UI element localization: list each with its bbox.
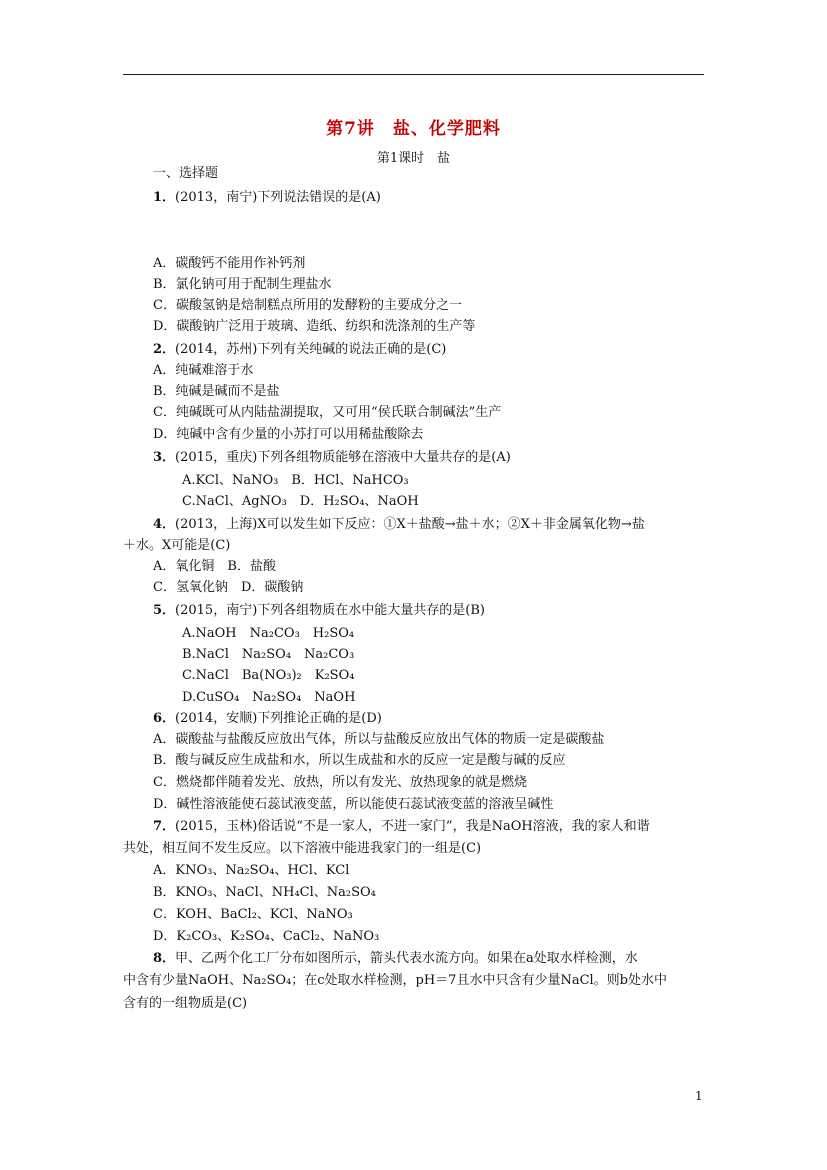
option: B.NaCl Na₂SO₄ Na₂CO₃	[182, 647, 355, 662]
question-stem: 甲、乙两个化工厂分布如图所示，箭头代表水流方向。如果在a处取水样检测，水	[175, 951, 638, 966]
page-number: 1	[695, 1089, 703, 1103]
option: D．K₂CO₃、K₂SO₄、CaCl₂、NaNO₃	[153, 929, 380, 944]
question-stem-continued: 共处，相互间不发生反应。以下溶液中能进我家门的一组是(C)	[123, 841, 482, 856]
question-number: 1．	[153, 190, 176, 205]
option: D．碳酸钠广泛用于玻璃、造纸、纺织和洗涤剂的生产等	[153, 319, 476, 334]
option: A．KNO₃、Na₂SO₄、HCl、KCl	[153, 863, 350, 878]
question-stem: (2013，南宁)下列说法错误的是(A)	[175, 190, 381, 205]
question-7	[153, 819, 650, 835]
option: A．纯碱难溶于水	[153, 363, 254, 378]
option: A．氧化铜 B．盐酸	[153, 559, 276, 574]
question-stem: (2015，玉林)俗话说“不是一家人，不进一家门”，我是NaOH溶液，我的家人和谐	[175, 819, 650, 834]
question-stem: (2015，南宁)下列各组物质在水中能大量共存的是(B)	[175, 603, 485, 618]
option: C．氢氧化钠 D．碳酸钠	[153, 580, 304, 595]
question-stem-continued: 含有的一组物质是(C)	[123, 996, 248, 1011]
option: C．KOH、BaCl₂、KCl、NaNO₃	[153, 907, 353, 922]
page-subtitle: 第1课时 盐	[376, 151, 451, 166]
option: D．纯碱中含有少量的小苏打可以用稀盐酸除去	[153, 427, 424, 442]
question-number: 6．	[153, 711, 176, 726]
option: A．碳酸盐与盐酸反应放出气体，所以与盐酸反应放出气体的物质一定是碳酸盐	[153, 732, 605, 747]
question-stem: (2014，苏州)下列有关纯碱的说法正确的是(C)	[175, 342, 447, 357]
option: C．纯碱既可从内陆盐湖提取，又可用“侯氏联合制碱法”生产	[153, 405, 502, 420]
question-number: 7．	[153, 819, 176, 834]
question-number: 4．	[153, 517, 176, 532]
question-number: 8．	[153, 951, 176, 966]
question-8	[153, 951, 638, 967]
option: B．纯碱是碱而不是盐	[153, 384, 280, 399]
option: A．碳酸钙不能用作补钙剂	[153, 256, 306, 271]
header-rule	[123, 74, 704, 75]
question-number: 3．	[153, 450, 176, 465]
question-stem: (2015，重庆)下列各组物质能够在溶液中大量共存的是(A)	[175, 450, 511, 465]
question-5	[153, 603, 485, 619]
option: D.CuSO₄ Na₂SO₄ NaOH	[182, 690, 356, 705]
question-number: 5．	[153, 603, 176, 618]
option: C.NaCl Ba(NO₃)₂ K₂SO₄	[182, 668, 355, 683]
question-6	[153, 711, 382, 727]
option: C．碳酸氢钠是焙制糕点所用的发酵粉的主要成分之一	[153, 298, 462, 313]
option: C．燃烧都伴随着发光、放热，所以有发光、放热现象的就是燃烧	[153, 775, 527, 790]
option: D．碱性溶液能使石蕊试液变蓝，所以能使石蕊试液变蓝的溶液呈碱性	[153, 797, 554, 812]
page-title: 第7讲 盐、化学肥料	[326, 119, 501, 139]
question-1	[153, 190, 381, 206]
option: B．KNO₃、NaCl、NH₄Cl、Na₂SO₄	[153, 885, 376, 900]
option: A.NaOH Na₂CO₃ H₂SO₄	[182, 626, 355, 641]
option: C.NaCl、AgNO₃ D．H₂SO₄、NaOH	[182, 494, 419, 509]
question-4	[153, 517, 645, 533]
question-stem-continued: ＋水。X可能是(C)	[123, 538, 231, 553]
option: B．酸与碱反应生成盐和水，所以生成盐和水的反应一定是酸与碱的反应	[153, 753, 566, 768]
question-3	[153, 450, 511, 466]
question-2	[153, 342, 446, 358]
option: B．氯化钠可用于配制生理盐水	[153, 277, 332, 292]
question-stem-continued: 中含有少量NaOH、Na₂SO₄；在c处取水样检测，pH＝7且水中只含有少量NaCl。则b处水中	[123, 973, 667, 988]
section-heading: 一、选择题	[153, 166, 219, 181]
option: A.KCl、NaNO₃ B．HCl、NaHCO₃	[182, 473, 409, 488]
question-stem: (2013，上海)X可以发生如下反应：①X＋盐酸→盐＋水；②X＋非金属氧化物→盐	[175, 517, 645, 532]
question-number: 2．	[153, 342, 176, 357]
question-stem: (2014，安顺)下列推论正确的是(D)	[175, 711, 382, 726]
